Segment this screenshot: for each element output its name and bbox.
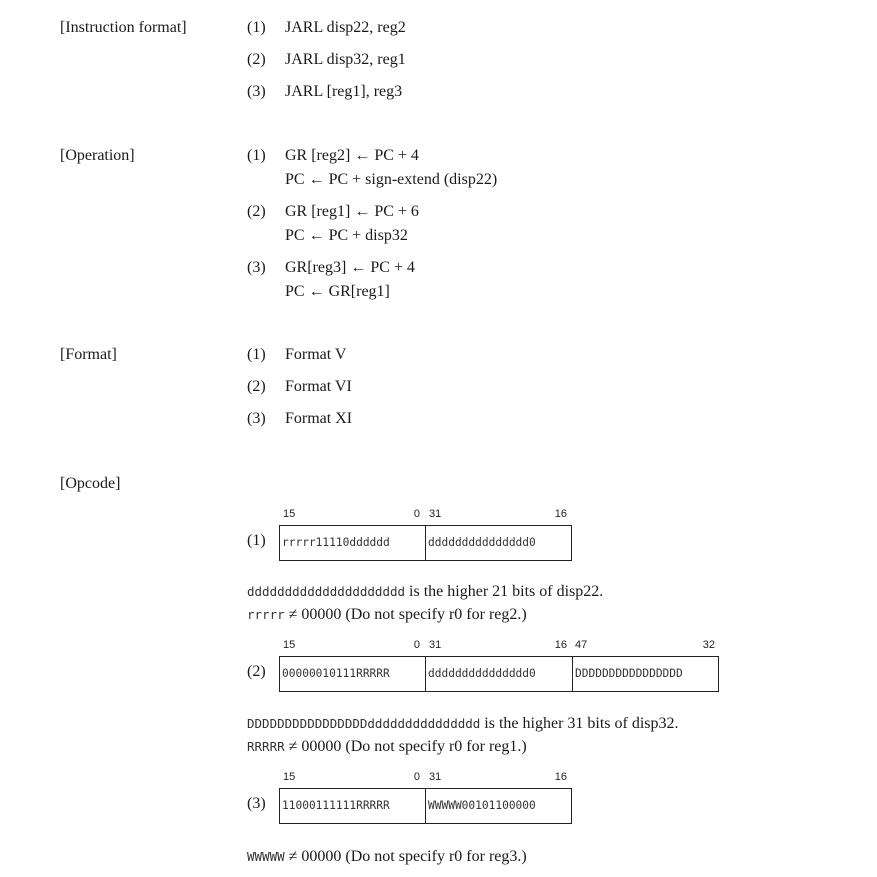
- op2-bit-31: 31: [429, 639, 442, 651]
- op2-note2: [247, 737, 527, 757]
- operation-num-3: (3): [247, 259, 266, 276]
- op1-bit-15: 15: [283, 508, 296, 520]
- op3-note2: [247, 847, 527, 867]
- operation-3-line2: PC ← GR[reg1]: [285, 283, 390, 300]
- op1-cell-high: ddddddddddddddd0: [425, 525, 572, 561]
- op1-bit-31: 31: [429, 508, 442, 520]
- op2-note1: [247, 714, 679, 734]
- op2-bit-16: 16: [554, 639, 567, 651]
- op3-num: (3): [247, 795, 266, 812]
- format-num-1: (1): [247, 346, 266, 363]
- op1-note2-text: ≠ 00000 (Do not specify r0 for reg2.): [284, 606, 527, 623]
- op1-num: (1): [247, 532, 266, 549]
- instruction-format-item-1: JARL disp22, reg2: [285, 19, 406, 36]
- op2-note1-text: is the higher 31 bits of disp32.: [480, 715, 679, 732]
- op3-bit-0: 0: [413, 771, 420, 783]
- op1-note1: [247, 582, 603, 602]
- op2-cell-mid: ddddddddddddddd0: [425, 656, 573, 692]
- op3-note2-code: WWWWW: [247, 849, 285, 864]
- format-item-1: Format V: [285, 346, 347, 363]
- op2-cell-high: DDDDDDDDDDDDDDDD: [572, 656, 719, 692]
- op1-note2: [247, 605, 527, 625]
- op3-bit-31: 31: [429, 771, 442, 783]
- op2-bit-15: 15: [283, 639, 296, 651]
- op3-cell-high: WWWWW00101100000: [425, 788, 572, 824]
- operation-num-1: (1): [247, 147, 266, 164]
- op2-note2-code: RRRRR: [247, 739, 285, 754]
- operation-3-line1: GR[reg3] ← PC + 4: [285, 259, 415, 276]
- format-label: [Format]: [60, 346, 117, 363]
- instruction-format-num-1: (1): [247, 19, 266, 36]
- opcode-label: [Opcode]: [60, 475, 121, 492]
- op2-bit-47: 47: [575, 639, 588, 651]
- operation-1-line2: PC ← PC + sign-extend (disp22): [285, 171, 498, 188]
- instruction-format-label: [Instruction format]: [60, 19, 187, 36]
- op2-num: (2): [247, 663, 266, 680]
- op2-note2-text: ≠ 00000 (Do not specify r0 for reg1.): [284, 738, 527, 755]
- op3-cell-low: 11000111111RRRRR: [279, 788, 426, 824]
- op3-bit-15: 15: [283, 771, 296, 783]
- instruction-format-num-2: (2): [247, 51, 266, 68]
- operation-num-2: (2): [247, 203, 266, 220]
- operation-1-line1: GR [reg2] ← PC + 4: [285, 147, 419, 164]
- op1-note1-text: is the higher 21 bits of disp22.: [405, 583, 604, 600]
- instruction-format-item-2: JARL disp32, reg1: [285, 51, 406, 68]
- op1-note2-code: rrrrr: [247, 607, 285, 622]
- format-item-2: Format VI: [285, 378, 352, 395]
- op2-cell-low: 00000010111RRRRR: [279, 656, 426, 692]
- op1-note1-code: ddddddddddddddddddddd: [247, 584, 406, 599]
- instruction-format-num-3: (3): [247, 83, 266, 100]
- operation-label: [Operation]: [60, 147, 135, 164]
- op2-bit-0: 0: [413, 639, 420, 651]
- op1-cell-low: rrrrr11110dddddd: [279, 525, 426, 561]
- op2-note1-code: DDDDDDDDDDDDDDDDddddddddddddddd: [247, 716, 481, 731]
- op1-bit-0: 0: [413, 508, 420, 520]
- instruction-format-item-3: JARL [reg1], reg3: [285, 83, 403, 100]
- operation-2-line2: PC ← PC + disp32: [285, 227, 408, 244]
- op3-note2-text: ≠ 00000 (Do not specify r0 for reg3.): [284, 848, 527, 865]
- operation-2-line1: GR [reg1] ← PC + 6: [285, 203, 419, 220]
- op3-bit-16: 16: [554, 771, 567, 783]
- format-num-2: (2): [247, 378, 266, 395]
- op1-bit-16: 16: [554, 508, 567, 520]
- op2-bit-32: 32: [702, 639, 715, 651]
- format-item-3: Format XI: [285, 410, 353, 427]
- format-num-3: (3): [247, 410, 266, 427]
